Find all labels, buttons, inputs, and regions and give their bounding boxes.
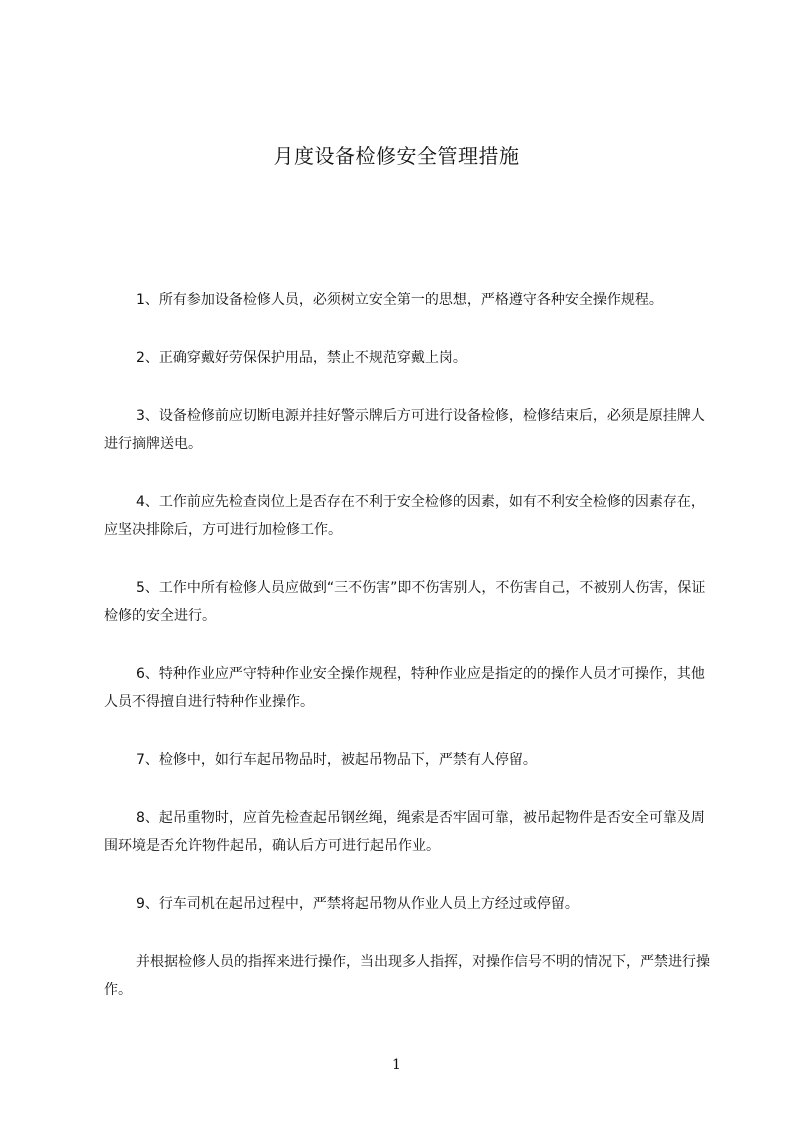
- paragraph-5: 5、工作中所有检修人员应做到“三不伤害”即不伤害别人，不伤害自己，不被别人伤害，保证检修的安全进行。: [104, 580, 706, 624]
- paragraph-9: 9、行车司机在起吊过程中，严禁将起吊物从作业人员上方经过或停留。: [136, 896, 579, 912]
- paragraph-3: 3、设备检修前应切断电源并挂好警示牌后方可进行设备检修，检修结束后，必须是原挂牌人进行摘牌送电。: [104, 408, 705, 452]
- paragraph-2: 2、正确穿戴好劳保保护用品，禁止不规范穿戴上岗。: [136, 350, 467, 366]
- paragraph-4: 4、工作前应先检查岗位上是否存在不利于安全检修的因素，如有不利安全检修的因素存在，应坚决排除后，方可进行加检修工作。: [104, 494, 705, 538]
- paragraph-7: 7、检修中，如行车起吊物品时，被起吊物品下，严禁有人停留。: [136, 752, 537, 768]
- paragraph-1: 1、所有参加设备检修人员，必须树立安全第一的思想，严格遵守各种安全操作规程。: [136, 292, 663, 308]
- paragraph-10: 并根据检修人员的指挥来进行操作，当出现多人指挥，对操作信号不明的情况下，严禁进行操作。: [104, 954, 710, 998]
- document-body: [104, 286, 714, 1034]
- paragraph-8: 8、起吊重物时，应首先检查起吊钢丝绳，绳索是否牢固可靠，被吊起物件是否安全可靠及周围环境是否允许物件起吊，确认后方可进行起吊作业。: [104, 810, 705, 854]
- paragraph-6: 6、特种作业应严守特种作业安全操作规程，特种作业应是指定的的操作人员才可操作，其他人员不得擅自进行特种作业操作。: [104, 666, 705, 710]
- document-title: 月度设备检修安全管理措施: [273, 144, 520, 168]
- page-number: 1: [392, 1057, 401, 1073]
